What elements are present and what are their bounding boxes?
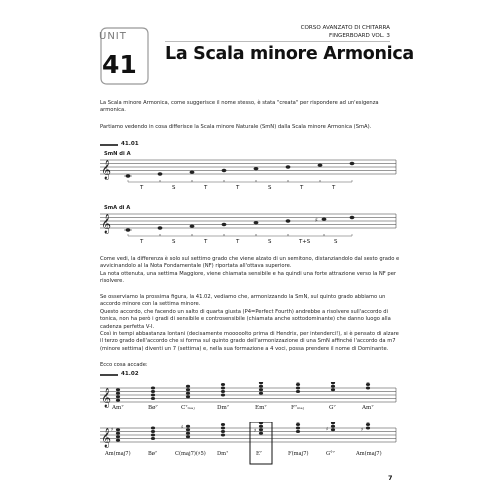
svg-text:𝄞: 𝄞 <box>101 214 112 234</box>
svg-text:♯: ♯ <box>361 426 364 433</box>
course-line2: FINGERBOARD VOL. 3 <box>328 33 390 39</box>
step-smn-3: T <box>204 185 208 191</box>
chord-r1-6: F⁷ₘₐⱼ <box>291 405 305 411</box>
chord-r2-5: E⁷ <box>256 451 262 457</box>
chord-r2-6: F(maj7) <box>288 451 309 457</box>
svg-text:♯: ♯ <box>111 427 114 433</box>
chord-r2-2: Bø⁷ <box>148 451 158 457</box>
chord-r2-3: C(maj7)(♯5) <box>175 451 206 457</box>
chord-r2-4: Dm⁷ <box>217 451 229 457</box>
step-sma-2: S <box>172 239 176 245</box>
page-title: La Scala minore Armonica <box>165 44 414 64</box>
scale-label-sma: SmA di A <box>104 205 131 211</box>
example-label-41-01: 41.01 <box>121 141 139 147</box>
intro-paragraph-1: La Scala minore Armonica, come suggerisce il nome stesso, è stata "creata" per rispondere ad un'esigenza armonica. <box>100 100 379 114</box>
chord-symbols-row2 <box>98 451 398 461</box>
step-sma-3: T <box>204 239 208 245</box>
step-sma-5: S <box>268 239 272 245</box>
step-smn-2: S <box>172 185 176 191</box>
step-smn-4: T <box>236 185 240 191</box>
chord-r1-8: Am⁷ <box>362 405 374 411</box>
chord-r1-4: Dm⁷ <box>217 405 230 411</box>
steps-sma <box>98 239 398 249</box>
chord-r1-2: Bø⁷ <box>148 405 158 411</box>
svg-text:♯: ♯ <box>326 426 329 433</box>
step-sma-7: S <box>334 239 338 245</box>
svg-text:♯: ♯ <box>181 424 184 431</box>
course-line1: CORSO AVANZATO DI CHITARRA <box>300 25 390 31</box>
svg-text:𝄞: 𝄞 <box>101 388 112 408</box>
example-marker-bar-2 <box>100 374 118 376</box>
step-sma-6: T+S <box>299 239 311 245</box>
header-rule <box>165 41 390 42</box>
step-smn-1: T <box>140 185 144 191</box>
step-smn-7: T <box>332 185 336 191</box>
svg-text:♯: ♯ <box>315 217 318 224</box>
chord-symbols-row1 <box>98 405 398 415</box>
ecco-line: Ecco cosa accade: <box>100 362 148 368</box>
body-paragraph-4: Questo accordo, che facendo un salto di quarta giusta (P4=Perfect Fourth) andrebbe a risolvere sull'accordo di tonica, non ha però i gradi di sensibile e controsensibile (chiamata anche sottodominante) che danno luogo alla cadenza perfetta V-I. <box>100 309 391 330</box>
svg-text:𝄞: 𝄞 <box>101 428 112 448</box>
intro-paragraph-2: Partiamo vedendo in cosa differisce la Scala minore Naturale (SmN) dalla Scala minore Armonica (SmA). <box>100 124 372 130</box>
chord-r1-7: G⁷ <box>329 405 336 411</box>
course-heading <box>301 24 390 40</box>
step-sma-4: T <box>236 239 240 245</box>
body-paragraph-1: Come vedi, la differenza è solo sul settimo grado che viene alzato di un semitono, distanziandolo dal sesto grado e avvicinandolo al la Nota Fondamentale (NF) riportata all'ottava superiore. <box>100 256 400 270</box>
page-number: 7 <box>388 474 393 482</box>
chord-r2-7: G°⁷ <box>326 451 335 457</box>
scale-label-smn: SmN di A <box>104 151 131 157</box>
step-smn-5: S <box>268 185 272 191</box>
chord-r2-8: Am(maj7) <box>356 451 382 457</box>
body-paragraph-2: La nota ottenuta, una settima Maggiore, viene chiamata sensibile e ha quindi una forte attrazione verso la NF per risolvere. <box>100 271 397 285</box>
body-paragraph-3: Se osserviamo la prossima figura, la 41.02, vediamo che, armonizzando la SmN, sul quinto grado abbiamo un accordo minore con la settima minore. <box>100 294 386 308</box>
chord-r1-3: C⁷ₘₐⱼ <box>181 405 195 411</box>
unit-word: UNIT <box>99 31 127 42</box>
chord-r1-5: Em⁷ <box>255 405 267 411</box>
svg-text:𝄞: 𝄞 <box>101 160 112 180</box>
chord-r1-1: Am⁷ <box>112 405 124 411</box>
example-label-41-02: 41.02 <box>121 371 139 377</box>
svg-text:♯: ♯ <box>254 428 257 434</box>
steps-smn <box>98 185 398 195</box>
example-marker-bar <box>100 144 118 146</box>
body-paragraph-5: Così in tempi abbastanza lontani (decisamente mooooolto prima di Hendrix, per intenderci!), si è pensato di alzare il terzo grado dell'accordo che si forma sul quinto grado dell'armonizzazione di una SmN affinché l'accordo da m7 (minore settima) diventi un 7 (settima) e, nella sua formazione a 4 voci, possa prendere il nome di Dominante. <box>100 331 399 352</box>
step-smn-6: T <box>300 185 304 191</box>
step-sma-1: T <box>140 239 144 245</box>
chord-r2-1: Am(maj7) <box>105 451 131 457</box>
unit-number: 41 <box>102 50 137 79</box>
